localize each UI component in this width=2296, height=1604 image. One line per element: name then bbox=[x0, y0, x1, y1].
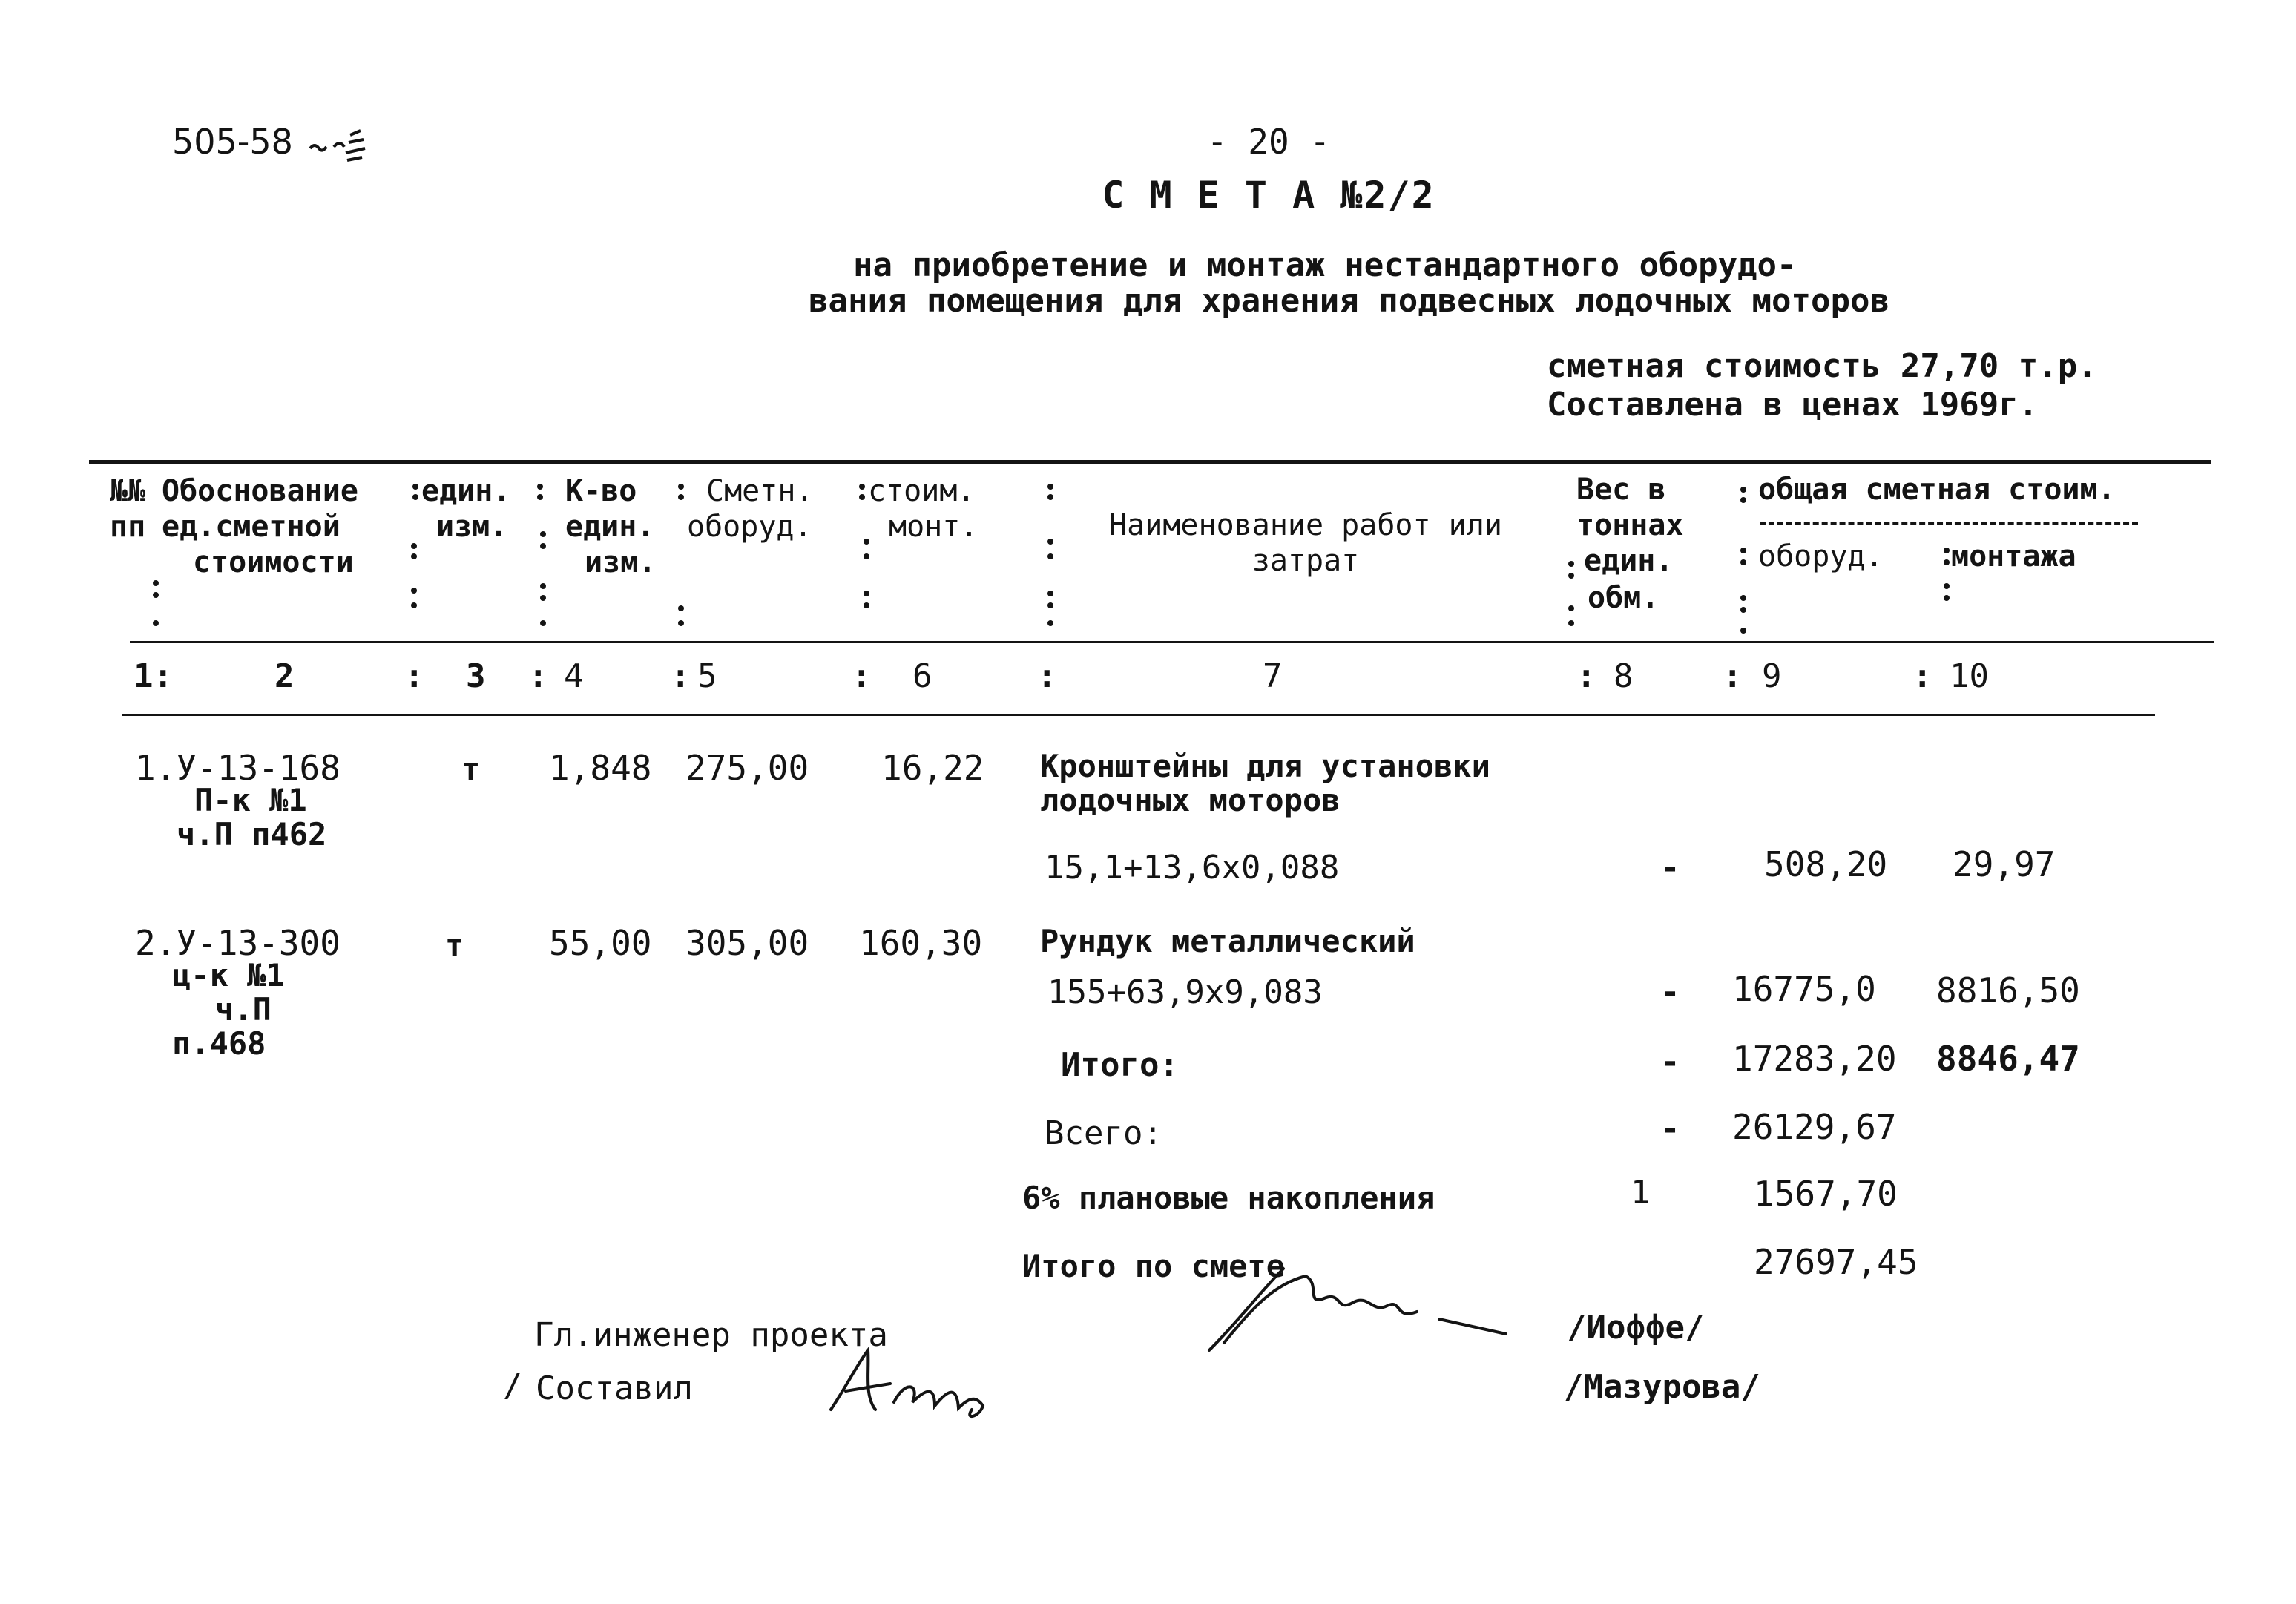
row1-equipment-price: 275,00 bbox=[685, 748, 809, 788]
compiler-slash: / bbox=[503, 1367, 523, 1404]
colnum-3: 3 bbox=[466, 657, 486, 695]
colnum-4: 4 bbox=[564, 657, 584, 695]
colnum-8: 8 bbox=[1614, 657, 1634, 695]
header-col6-line2: монт. bbox=[889, 510, 978, 544]
colnum-10: 10 bbox=[1950, 657, 1989, 695]
colnum-sep-7: : bbox=[1576, 657, 1596, 695]
header-col7-line1: Наименование работ или bbox=[1109, 508, 1502, 542]
row2-equipment-price: 305,00 bbox=[685, 923, 809, 963]
header-col6-line1: стоим. bbox=[868, 474, 976, 508]
row1-unit: т bbox=[461, 751, 481, 787]
header-col2-line3: стоимости bbox=[193, 545, 354, 579]
header-col3-line2: изм. bbox=[436, 510, 508, 544]
colnum-7: 7 bbox=[1263, 657, 1283, 695]
header-total-cost: общая сметная стоим. bbox=[1758, 473, 2116, 507]
colnum-sep-2: : bbox=[404, 657, 424, 695]
subtotal-equipment: 17283,20 bbox=[1732, 1039, 1897, 1079]
header-col3-line1: един. bbox=[421, 474, 511, 508]
subtotal-dash: - bbox=[1660, 1043, 1680, 1081]
header-col7-line2: затрат bbox=[1251, 544, 1360, 578]
accumulations-equipment: 1567,70 bbox=[1754, 1174, 1898, 1214]
colnum-9: 9 bbox=[1762, 657, 1782, 695]
header-col4-line1: К-во bbox=[565, 474, 637, 508]
header-col10: монтажа bbox=[1951, 539, 2076, 573]
document-code-text: 505-58 bbox=[172, 122, 293, 162]
row1-basis-line3: ч.П п462 bbox=[177, 816, 327, 852]
document-code bbox=[172, 122, 386, 163]
header-col2-line2: ед.сметной bbox=[162, 510, 341, 544]
row2-basis: 2.У-13-300 bbox=[135, 923, 341, 963]
row1-weight: - bbox=[1660, 849, 1680, 887]
row1-name-line2: лодочных моторов bbox=[1040, 782, 1341, 818]
colnum-1: 1: bbox=[134, 657, 173, 695]
row1-total-equipment: 508,20 bbox=[1764, 844, 1888, 884]
table-top-rule bbox=[89, 460, 2211, 464]
column-numbers-rule bbox=[122, 714, 2155, 716]
header-col2-line1: Обоснование bbox=[162, 474, 358, 508]
compiler-signature bbox=[823, 1343, 1001, 1424]
price-basis: Составлена в ценах 1969г. bbox=[1547, 386, 2039, 424]
total-label: Всего: bbox=[1045, 1114, 1162, 1152]
estimated-cost: сметная стоимость 27,70 т.р. bbox=[1547, 347, 2097, 385]
row2-formula: 155+63,9х9,083 bbox=[1047, 973, 1323, 1011]
colnum-sep-6: : bbox=[1037, 657, 1057, 695]
subtitle-line-1: на приобретение и монтаж нестандартного оборудо- bbox=[853, 246, 1797, 284]
row1-total-mounting: 29,97 bbox=[1953, 844, 2056, 884]
compiler-label: Составил bbox=[536, 1370, 693, 1407]
row1-formula: 15,1+13,6х0,088 bbox=[1045, 849, 1340, 887]
document-title: С М Е Т А №2/2 bbox=[1102, 174, 1435, 217]
row2-total-mounting: 8816,50 bbox=[1936, 970, 2080, 1010]
colnum-6: 6 bbox=[912, 657, 932, 695]
header-col8-line2: тоннах bbox=[1576, 508, 1684, 542]
header-bottom-rule bbox=[130, 641, 2214, 643]
row1-quantity: 1,848 bbox=[549, 748, 652, 788]
row2-basis-line2: ц-к №1 bbox=[172, 957, 285, 993]
header-col8-line3: един. bbox=[1584, 544, 1674, 578]
subtotal-label: Итого: bbox=[1061, 1046, 1179, 1084]
header-col1-line1: №№ bbox=[110, 474, 146, 508]
grand-total-equipment: 27697,45 bbox=[1754, 1242, 1918, 1282]
colnum-sep-8: : bbox=[1723, 657, 1743, 695]
row1-basis: 1.У-13-168 bbox=[135, 748, 341, 788]
total-equipment: 26129,67 bbox=[1732, 1107, 1897, 1147]
row1-mounting-price: 16,22 bbox=[881, 748, 984, 788]
header-col4-line2: един. bbox=[565, 510, 655, 544]
subtitle-line-2: вания помещения для хранения подвесных лодочных моторов bbox=[809, 282, 1889, 320]
header-col8-line1: Вес в bbox=[1576, 473, 1666, 507]
accumulations-weight: 1 bbox=[1631, 1174, 1651, 1212]
colnum-sep-3: : bbox=[528, 657, 548, 695]
row2-quantity: 55,00 bbox=[549, 923, 652, 963]
row2-basis-line3: ч.П bbox=[215, 991, 272, 1028]
row2-total-equipment: 16775,0 bbox=[1732, 969, 1876, 1009]
subtotal-mounting: 8846,47 bbox=[1936, 1039, 2080, 1079]
colnum-5: 5 bbox=[697, 657, 717, 695]
chief-engineer-signature bbox=[1194, 1261, 1521, 1358]
header-col1-line2: пп bbox=[110, 510, 146, 544]
row2-weight: - bbox=[1660, 973, 1680, 1011]
row2-mounting-price: 160,30 bbox=[859, 923, 983, 963]
total-dash: - bbox=[1660, 1110, 1680, 1148]
colnum-sep-5: : bbox=[852, 657, 872, 695]
accumulations-label: 6% плановые накопления bbox=[1022, 1180, 1435, 1216]
row1-basis-line2: П-к №1 bbox=[194, 782, 307, 818]
header-column-dividers bbox=[0, 475, 2296, 645]
grand-total-label: Итого по смете bbox=[1022, 1248, 1286, 1284]
header-col5-line1: Сметн. bbox=[706, 474, 814, 508]
page-number: - 20 - bbox=[1206, 122, 1331, 162]
compiler-name: /Мазурова/ bbox=[1564, 1368, 1760, 1406]
header-col5-line2: оборуд. bbox=[687, 510, 812, 544]
header-col4-line3: изм. bbox=[585, 545, 657, 579]
colnum-sep-4: : bbox=[671, 657, 691, 695]
chief-engineer-name: /Иоффе/ bbox=[1567, 1309, 1705, 1347]
row2-unit: т bbox=[445, 927, 464, 964]
header-col9: оборуд. bbox=[1758, 539, 1884, 573]
handwritten-mark-icon bbox=[304, 126, 386, 163]
colnum-sep-9: : bbox=[1912, 657, 1932, 695]
row2-basis-line4: п.468 bbox=[172, 1025, 266, 1062]
row1-name-line1: Кронштейны для установки bbox=[1040, 748, 1490, 784]
row2-name-line1: Рундук металлический bbox=[1040, 923, 1415, 959]
colnum-2: 2 bbox=[274, 657, 295, 695]
header-col8-line4: обм. bbox=[1588, 581, 1659, 615]
chief-engineer-label: Гл.инженер проекта bbox=[534, 1316, 888, 1354]
